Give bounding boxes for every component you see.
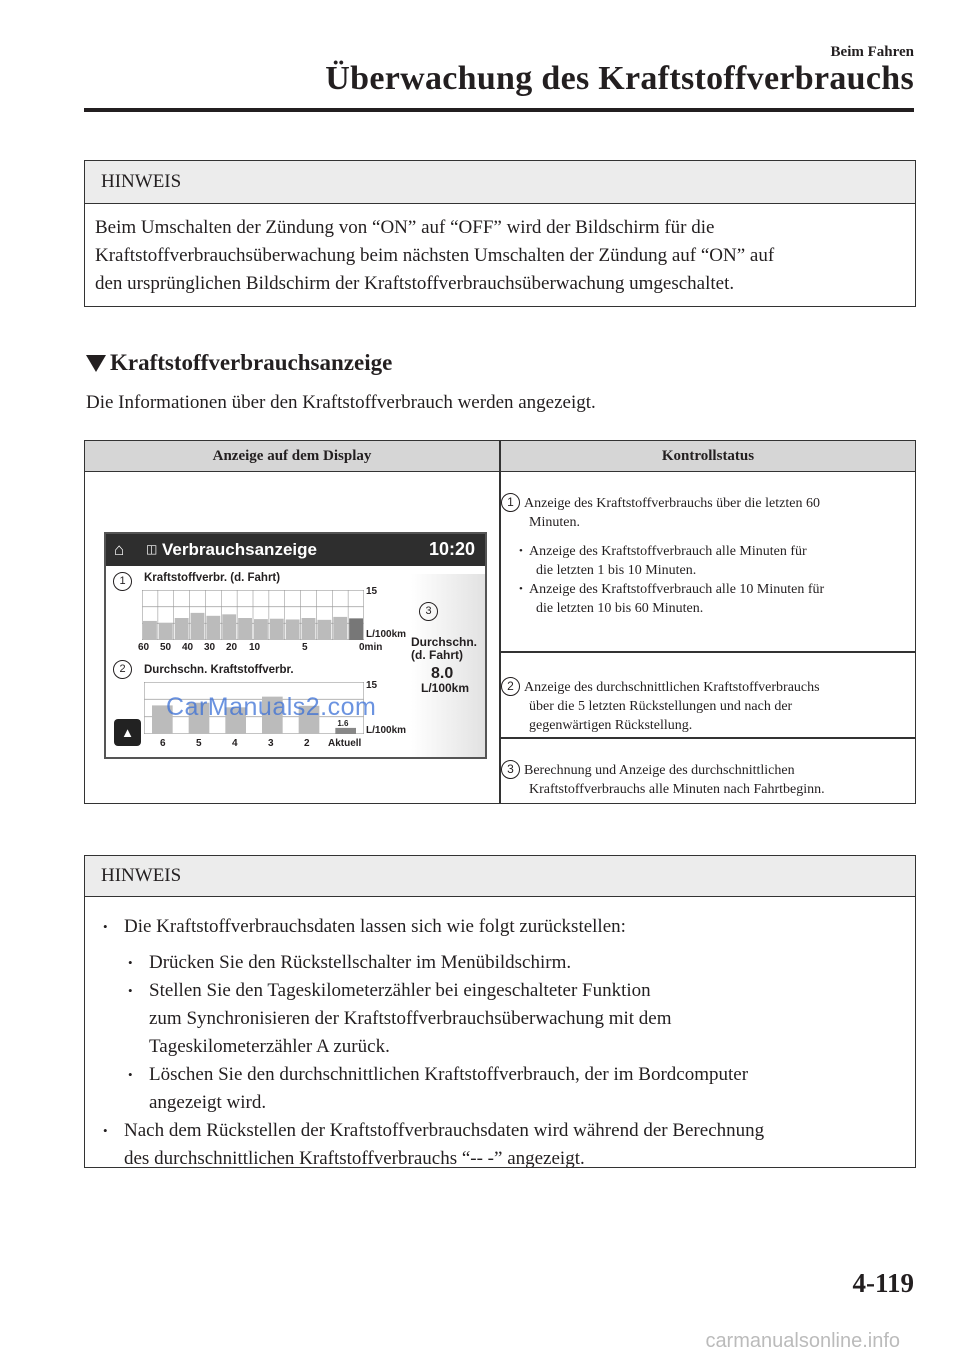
note-list-line: • Die Kraftstoffverbrauchsdaten lassen sich wie folgt zurückstellen: xyxy=(124,916,626,937)
section-intro: Die Informationen über den Kraftstoffverbrauch werden angezeigt. xyxy=(86,392,596,413)
note-list-line: • Stellen Sie den Tageskilometerzähler bei eingeschalteter Funktion xyxy=(149,980,651,1001)
note-list-line: des durchschnittlichen Kraftstoffverbrauchs “-- -” angezeigt. xyxy=(124,1148,585,1169)
chart1-xtick: 40 xyxy=(182,642,194,653)
note-list-item xyxy=(124,949,905,977)
chart1-bar xyxy=(333,617,347,640)
chart1-bars xyxy=(142,590,364,640)
average-label: Durchschn. (d. Fahrt) xyxy=(411,635,478,662)
chart1-bar xyxy=(302,618,316,640)
chart1-bar xyxy=(222,614,236,640)
screen-callout-3: 3 xyxy=(419,602,438,621)
chart1-ymax: 15 xyxy=(366,586,378,597)
row-divider xyxy=(501,737,915,739)
screen-callout-2: 2 xyxy=(113,660,132,679)
screen-title-bar xyxy=(106,534,485,566)
chart1-bar xyxy=(143,621,157,640)
average-panel xyxy=(411,574,485,757)
note-line: Kraftstoffverbrauchsüberwachung beim nächsten Umschalten der Zündung auf “ON” auf xyxy=(95,245,775,266)
average-value: 8.0 xyxy=(431,665,454,682)
chart1-bar xyxy=(254,619,268,640)
chart1-xtick: 0min xyxy=(359,642,383,653)
row-divider xyxy=(501,651,915,653)
chart2-unit: L/100km xyxy=(366,725,407,736)
chart1-xtick: 5 xyxy=(302,642,308,653)
callout-number-2: 2 xyxy=(501,677,520,696)
note-box-2 xyxy=(84,855,916,1168)
home-icon[interactable]: ⌂ xyxy=(114,540,125,559)
note-body xyxy=(85,897,915,1173)
chart1-xtick: 20 xyxy=(226,642,238,653)
chart1-bar xyxy=(317,620,331,640)
chart1-bar xyxy=(238,618,252,640)
chart1-xtick: 30 xyxy=(204,642,216,653)
chart2-xtick: 4 xyxy=(232,738,238,749)
average-unit: L/100km xyxy=(421,681,470,695)
note-list-line: • Drücken Sie den Rückstellschalter im Menübildschirm. xyxy=(149,952,572,973)
chart2-ymax: 15 xyxy=(366,680,378,691)
table-header-status: Kontrollstatus xyxy=(501,441,915,472)
back-arrow-icon: ▲ xyxy=(121,725,134,740)
note-list-line: • Löschen Sie den durchschnittlichen Kraftstoffverbrauch, der im Bordcomputer xyxy=(149,1064,749,1085)
chart1-xtick: 10 xyxy=(249,642,261,653)
chart2-xtick: 3 xyxy=(268,738,274,749)
display-screenshot xyxy=(104,532,487,759)
note-line: den ursprünglichen Bildschirm der Kraftstoffverbrauchsüberwachung umgeschaltet. xyxy=(95,273,735,294)
note-heading: HINWEIS xyxy=(85,856,915,897)
chart1-bar xyxy=(270,619,284,640)
page-title: Überwachung des Kraftstoffverbrauchs xyxy=(325,60,914,97)
callout-number-3: 3 xyxy=(501,760,520,779)
table-row-2: 2 Anzeige des durchschnittlichen Kraftstoffverbrauchs über die 5 letzten Rückstellungen und nach der gegenwärtigen Rückstellung. xyxy=(501,677,915,735)
note-list-item xyxy=(99,913,905,941)
screen-callout-1: 1 xyxy=(113,572,132,591)
note-box-1 xyxy=(84,160,916,307)
header-section-label: Beim Fahren xyxy=(830,44,914,60)
chart1-label: Kraftstoffverbr. (d. Fahrt) xyxy=(144,572,281,584)
note-list-line: • Nach dem Rückstellen der Kraftstoffverbrauchsdaten wird während der Berechnung xyxy=(124,1120,765,1141)
chart1-bar xyxy=(286,619,300,640)
note-list-item xyxy=(124,1061,905,1117)
chart2-xtick: Aktuell xyxy=(328,738,362,749)
note-list-line: angezeigt wird. xyxy=(149,1092,267,1113)
note-list-line: Tageskilometerzähler A zurück. xyxy=(149,1036,390,1057)
header-rule xyxy=(84,108,914,112)
table-header-display: Anzeige auf dem Display xyxy=(85,441,499,472)
chart1-bar xyxy=(349,618,363,640)
chart2-current-value: 1.6 xyxy=(337,719,349,728)
chart2-bar xyxy=(335,728,356,734)
chart2-xtick: 6 xyxy=(160,738,166,749)
chart1-xtick: 60 xyxy=(138,642,150,653)
triangle-marker-icon xyxy=(86,355,106,372)
watermark: CarManuals2.com xyxy=(166,693,377,721)
chart1-unit: L/100km xyxy=(366,629,407,640)
note-list-line: zum Synchronisieren der Kraftstoffverbrauchsüberwachung mit dem xyxy=(149,1008,672,1029)
section-title: Kraftstoffverbrauchsanzeige xyxy=(86,350,392,376)
note-body xyxy=(85,204,915,298)
note-list-item xyxy=(99,1117,905,1173)
page-number: 4-119 xyxy=(852,1268,914,1298)
screen-title: Verbrauchsanzeige xyxy=(162,540,317,559)
screen-clock: 10:20 xyxy=(428,539,475,559)
back-button[interactable] xyxy=(114,719,141,746)
site-footer: carmanualsonline.info xyxy=(705,1330,900,1352)
table-row-3: 3 Berechnung und Anzeige des durchschnittlichen Kraftstoffverbrauchs alle Minuten nach Fahrtbeginn. xyxy=(501,760,915,799)
chart2-label: Durchschn. Kraftstoffverbr. xyxy=(144,664,294,676)
table-row-1: 1 Anzeige des Kraftstoffverbrauchs über die letzten 60 Minuten. • Anzeige des Kraftstoffverbrauch alle Minuten für die letzten 1 bis 10 Minuten. • Anzeige des Kraftstoffverbrauch alle 10 Minuten für die letzten 10 bis 60 Minuten. xyxy=(501,493,915,618)
callout-number-1: 1 xyxy=(501,493,520,512)
chart1-xtick: 50 xyxy=(160,642,172,653)
chart1-bar xyxy=(159,623,173,640)
note-list-item xyxy=(124,977,905,1061)
document-icon: ◫ xyxy=(146,542,158,556)
chart1-bar xyxy=(175,618,189,640)
chart1-bar xyxy=(206,616,220,640)
chart2-xtick: 2 xyxy=(304,738,310,749)
chart1-bar xyxy=(191,613,205,640)
note-heading: HINWEIS xyxy=(85,161,915,204)
note-line: Beim Umschalten der Zündung von “ON” auf “OFF” wird der Bildschirm für die xyxy=(95,217,715,238)
chart2-xtick: 5 xyxy=(196,738,202,749)
